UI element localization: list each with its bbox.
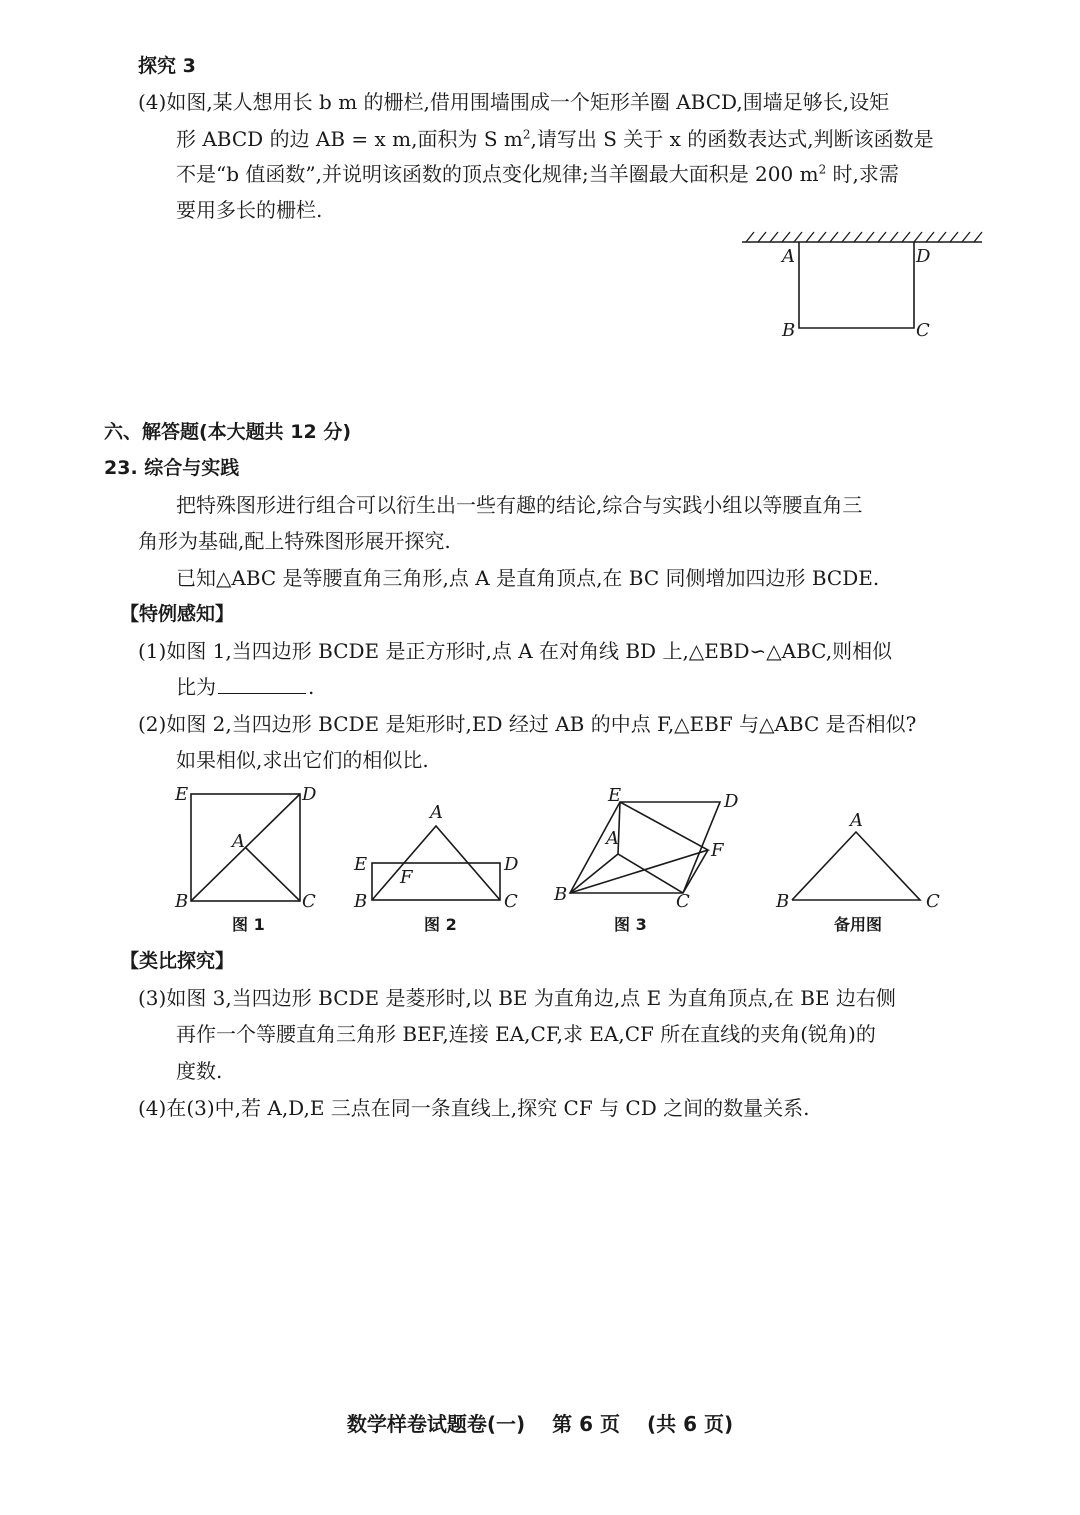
fig1-label-C: C — [302, 891, 316, 912]
fig3-label-E: E — [608, 785, 622, 806]
fig3-caption: 图 3 — [614, 915, 647, 934]
pen-label-C: C — [916, 320, 930, 341]
fig1-segment-AC — [245, 847, 300, 901]
footer-total: (共 6 页) — [646, 1412, 734, 1436]
fig3-label-B: B — [554, 884, 568, 905]
figure-1 — [170, 780, 330, 940]
explore3-title: 探究 3 — [138, 55, 196, 77]
pen-rectangle — [799, 242, 914, 328]
fig2-label-D: D — [504, 854, 519, 875]
footer-page: 第 6 页 — [552, 1412, 620, 1436]
pen-label-D: D — [916, 246, 931, 267]
fig2-caption: 图 2 — [424, 915, 457, 934]
q23-intro-line1: 把特殊图形进行组合可以衍生出一些有趣的结论,综合与实践小组以等腰直角三 — [176, 493, 863, 517]
fig1-label-A: A — [232, 831, 245, 852]
q1-line2: 比为 . — [176, 675, 315, 699]
q3-line1: (3)如图 3,当四边形 BCDE 是菱形时,以 BE 为直角边,点 E 为直角顶点,在 BE 边右侧 — [138, 986, 896, 1010]
explore3-q4-line1: (4)如图,某人想用长 b m 的栅栏,借用围墙围成一个矩形羊圈 ABCD,围墙足够长,设矩 — [138, 90, 890, 114]
spare-triangle — [792, 832, 920, 900]
figure-2 — [350, 780, 530, 940]
fig3-label-F: F — [711, 840, 724, 861]
fig1-label-E: E — [175, 784, 189, 805]
q2-line2: 如果相似,求出它们的相似比. — [176, 748, 429, 772]
fig3-label-C: C — [676, 891, 690, 912]
spare-label-B: B — [776, 891, 790, 912]
q1-line1: (1)如图 1,当四边形 BCDE 是正方形时,点 A 在对角线 BD 上,△EBD∽△ABC,则相似 — [138, 639, 893, 663]
q23-intro-line3: 已知△ABC 是等腰直角三角形,点 A 是直角顶点,在 BC 同侧增加四边形 BCDE. — [176, 566, 880, 590]
fig3-label-A: A — [606, 828, 619, 849]
fig2-label-E: E — [354, 854, 368, 875]
q4-line: (4)在(3)中,若 A,D,E 三点在同一条直线上,探究 CF 与 CD 之间的数量关系. — [138, 1096, 810, 1120]
page-footer — [0, 1408, 1080, 1437]
q3-line3: 度数. — [176, 1059, 223, 1083]
footer-title: 数学样卷试题卷(一) — [346, 1412, 526, 1436]
fig3-label-D: D — [724, 791, 739, 812]
q23-intro-line2: 角形为基础,配上特殊图形展开探究. — [138, 529, 451, 553]
fig3-triangle-BEF — [570, 802, 708, 893]
wall-hatching — [746, 232, 982, 242]
q3-line2: 再作一个等腰直角三角形 BEF,连接 EA,CF,求 EA,CF 所在直线的夹角(锐角)的 — [176, 1022, 876, 1046]
analogy-heading: 【类比探究】 — [120, 950, 235, 972]
spare-label-A: A — [850, 810, 863, 831]
spare-caption: 备用图 — [834, 915, 883, 934]
fig1-caption: 图 1 — [232, 915, 265, 934]
spare-label-C: C — [926, 891, 940, 912]
spare-figure — [770, 780, 950, 940]
fig2-label-B: B — [354, 891, 368, 912]
fig2-label-F: F — [400, 867, 413, 888]
answer-blank — [218, 675, 306, 694]
q23-title: 23. 综合与实践 — [104, 457, 240, 479]
figure-3 — [550, 780, 750, 940]
section6-heading: 六、解答题(本大题共 12 分) — [104, 421, 352, 443]
special-heading: 【特例感知】 — [120, 603, 235, 625]
pen-label-B: B — [782, 320, 796, 341]
fig1-label-B: B — [175, 891, 189, 912]
explore3-q4-line2: 形 ABCD 的边 AB = x m,面积为 S $m^2$,请写出 S 关于 x 的函数表达式,判断该函数是 — [176, 127, 934, 151]
fig2-label-C: C — [504, 891, 518, 912]
explore3-q4-line3: 不是“b 值函数”,并说明该函数的顶点变化规律;当羊圈最大面积是 200 $m^2$ 时,求需 — [176, 162, 899, 186]
pen-label-A: A — [782, 246, 795, 267]
q2-line1: (2)如图 2,当四边形 BCDE 是矩形时,ED 经过 AB 的中点 F,△EBF 与△ABC 是否相似? — [138, 712, 917, 736]
explore3-q4-line4: 要用多长的栅栏. — [176, 198, 323, 222]
fig2-rectangle — [372, 863, 500, 900]
sheep-pen-figure — [740, 226, 985, 346]
fig1-label-D: D — [302, 784, 317, 805]
fig2-label-A: A — [430, 802, 443, 823]
